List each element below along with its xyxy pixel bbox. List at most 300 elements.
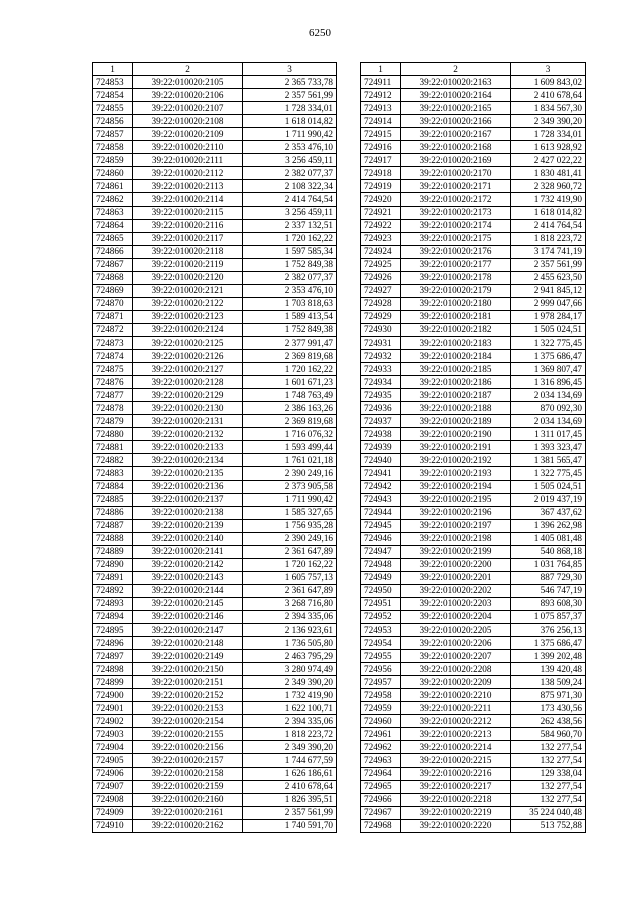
cadastral-number-cell: 39:22:010020:2204 <box>401 610 511 623</box>
value-cell: 1 720 162,22 <box>243 232 337 245</box>
value-cell: 1 589 413,54 <box>243 310 337 323</box>
row-number-cell: 724918 <box>361 167 401 180</box>
row-number-cell: 724877 <box>93 389 133 402</box>
row-number-cell: 724889 <box>93 545 133 558</box>
table-row <box>361 128 586 141</box>
cadastral-number-cell: 39:22:010020:2120 <box>133 271 243 284</box>
value-cell: 584 960,70 <box>511 728 586 741</box>
table-row <box>93 637 337 650</box>
cadastral-number-cell: 39:22:010020:2212 <box>401 715 511 728</box>
header-row <box>93 63 337 76</box>
table-row <box>361 467 586 480</box>
cadastral-number-cell: 39:22:010020:2135 <box>133 467 243 480</box>
value-cell: 2 414 764,54 <box>243 193 337 206</box>
value-cell: 2 455 623,50 <box>511 271 586 284</box>
table-row <box>361 154 586 167</box>
row-number-cell: 724885 <box>93 493 133 506</box>
value-cell: 1 613 928,92 <box>511 141 586 154</box>
value-cell: 2 390 249,16 <box>243 532 337 545</box>
value-cell: 2 357 561,99 <box>511 258 586 271</box>
cadastral-number-cell: 39:22:010020:2171 <box>401 180 511 193</box>
row-number-cell: 724908 <box>93 793 133 806</box>
table-row <box>361 637 586 650</box>
table-row <box>93 767 337 780</box>
cadastral-number-cell: 39:22:010020:2163 <box>401 76 511 89</box>
table-row <box>93 493 337 506</box>
cadastral-number-cell: 39:22:010020:2215 <box>401 754 511 767</box>
row-number-cell: 724880 <box>93 428 133 441</box>
table-row <box>93 102 337 115</box>
value-cell: 1 720 162,22 <box>243 363 337 376</box>
table-row <box>93 754 337 767</box>
table-row <box>361 506 586 519</box>
table-row <box>361 441 586 454</box>
row-number-cell: 724866 <box>93 245 133 258</box>
cadastral-number-cell: 39:22:010020:2214 <box>401 741 511 754</box>
row-number-cell: 724853 <box>93 76 133 89</box>
table-row <box>93 154 337 167</box>
cadastral-number-cell: 39:22:010020:2148 <box>133 637 243 650</box>
row-number-cell: 724953 <box>361 624 401 637</box>
table-row <box>361 480 586 493</box>
cadastral-number-cell: 39:22:010020:2154 <box>133 715 243 728</box>
row-number-cell: 724874 <box>93 350 133 363</box>
cadastral-number-cell: 39:22:010020:2159 <box>133 780 243 793</box>
cadastral-number-cell: 39:22:010020:2194 <box>401 480 511 493</box>
cadastral-number-cell: 39:22:010020:2217 <box>401 780 511 793</box>
table-row <box>361 193 586 206</box>
row-number-cell: 724860 <box>93 167 133 180</box>
table-row <box>361 689 586 702</box>
value-cell: 3 174 741,19 <box>511 245 586 258</box>
value-cell: 2 369 819,68 <box>243 415 337 428</box>
row-number-cell: 724909 <box>93 806 133 819</box>
column-header-cadastral-number: 2 <box>133 63 243 76</box>
table-row <box>361 650 586 663</box>
row-number-cell: 724882 <box>93 454 133 467</box>
value-cell: 2 337 132,51 <box>243 219 337 232</box>
cadastral-number-cell: 39:22:010020:2106 <box>133 89 243 102</box>
row-number-cell: 724861 <box>93 180 133 193</box>
cadastral-number-cell: 39:22:010020:2199 <box>401 545 511 558</box>
row-number-cell: 724949 <box>361 571 401 584</box>
cadastral-number-cell: 39:22:010020:2119 <box>133 258 243 271</box>
cadastral-number-cell: 39:22:010020:2219 <box>401 806 511 819</box>
cadastral-number-cell: 39:22:010020:2110 <box>133 141 243 154</box>
value-cell: 1 375 686,47 <box>511 350 586 363</box>
value-cell: 875 971,30 <box>511 689 586 702</box>
row-number-cell: 724857 <box>93 128 133 141</box>
cadastral-number-cell: 39:22:010020:2140 <box>133 532 243 545</box>
table-row <box>361 206 586 219</box>
cadastral-number-cell: 39:22:010020:2134 <box>133 454 243 467</box>
cadastral-number-cell: 39:22:010020:2181 <box>401 310 511 323</box>
value-cell: 1 405 081,48 <box>511 532 586 545</box>
cadastral-number-cell: 39:22:010020:2138 <box>133 506 243 519</box>
cadastral-number-cell: 39:22:010020:2198 <box>401 532 511 545</box>
cadastral-number-cell: 39:22:010020:2192 <box>401 454 511 467</box>
cadastral-number-cell: 39:22:010020:2172 <box>401 193 511 206</box>
row-number-cell: 724907 <box>93 780 133 793</box>
value-cell: 2 386 163,26 <box>243 402 337 415</box>
value-cell: 1 618 014,82 <box>243 115 337 128</box>
cadastral-number-cell: 39:22:010020:2131 <box>133 415 243 428</box>
value-cell: 2 108 322,34 <box>243 180 337 193</box>
row-number-cell: 724924 <box>361 245 401 258</box>
table-row <box>93 532 337 545</box>
value-cell: 2 034 134,69 <box>511 389 586 402</box>
value-cell: 546 747,19 <box>511 584 586 597</box>
row-number-cell: 724939 <box>361 441 401 454</box>
row-number-cell: 724965 <box>361 780 401 793</box>
row-number-cell: 724894 <box>93 610 133 623</box>
row-number-cell: 724954 <box>361 637 401 650</box>
table-row <box>93 441 337 454</box>
cadastral-number-cell: 39:22:010020:2164 <box>401 89 511 102</box>
value-cell: 1 756 935,28 <box>243 519 337 532</box>
table-row <box>361 363 586 376</box>
row-number-cell: 724933 <box>361 363 401 376</box>
table-row <box>93 610 337 623</box>
cadastral-number-cell: 39:22:010020:2178 <box>401 271 511 284</box>
cadastral-number-cell: 39:22:010020:2205 <box>401 624 511 637</box>
table-row <box>361 271 586 284</box>
row-number-cell: 724936 <box>361 402 401 415</box>
cadastral-number-cell: 39:22:010020:2128 <box>133 376 243 389</box>
value-cell: 1 744 677,59 <box>243 754 337 767</box>
column-header-number: 1 <box>93 63 133 76</box>
value-cell: 1 752 849,38 <box>243 258 337 271</box>
value-cell: 35 224 040,48 <box>511 806 586 819</box>
cadastral-number-cell: 39:22:010020:2170 <box>401 167 511 180</box>
value-cell: 1 732 419,90 <box>511 193 586 206</box>
row-number-cell: 724878 <box>93 402 133 415</box>
table-row <box>361 545 586 558</box>
row-number-cell: 724913 <box>361 102 401 115</box>
table-row <box>93 363 337 376</box>
value-cell: 1 075 857,37 <box>511 610 586 623</box>
cadastral-number-cell: 39:22:010020:2150 <box>133 663 243 676</box>
row-number-cell: 724892 <box>93 584 133 597</box>
row-number-cell: 724883 <box>93 467 133 480</box>
row-number-cell: 724901 <box>93 702 133 715</box>
row-number-cell: 724961 <box>361 728 401 741</box>
row-number-cell: 724856 <box>93 115 133 128</box>
row-number-cell: 724956 <box>361 663 401 676</box>
table-row <box>361 493 586 506</box>
table-row <box>93 402 337 415</box>
cadastral-number-cell: 39:22:010020:2115 <box>133 206 243 219</box>
value-cell: 1 393 323,47 <box>511 441 586 454</box>
value-cell: 1 609 843,02 <box>511 76 586 89</box>
cadastral-number-cell: 39:22:010020:2165 <box>401 102 511 115</box>
row-number-cell: 724929 <box>361 310 401 323</box>
value-cell: 2 941 845,12 <box>511 284 586 297</box>
value-cell: 2 136 923,61 <box>243 624 337 637</box>
value-cell: 2 361 647,89 <box>243 584 337 597</box>
value-cell: 1 601 671,23 <box>243 376 337 389</box>
row-number-cell: 724925 <box>361 258 401 271</box>
table-row <box>361 663 586 676</box>
table-row <box>361 141 586 154</box>
value-cell: 173 430,56 <box>511 702 586 715</box>
value-cell: 1 618 014,82 <box>511 206 586 219</box>
register-table-right <box>360 62 586 833</box>
row-number-cell: 724937 <box>361 415 401 428</box>
table-row <box>93 480 337 493</box>
row-number-cell: 724928 <box>361 297 401 310</box>
value-cell: 3 280 974,49 <box>243 663 337 676</box>
row-number-cell: 724888 <box>93 532 133 545</box>
value-cell: 129 338,04 <box>511 767 586 780</box>
value-cell: 1 826 395,51 <box>243 793 337 806</box>
table-row <box>93 193 337 206</box>
row-number-cell: 724869 <box>93 284 133 297</box>
value-cell: 1 818 223,72 <box>511 232 586 245</box>
row-number-cell: 724967 <box>361 806 401 819</box>
row-number-cell: 724862 <box>93 193 133 206</box>
cadastral-number-cell: 39:22:010020:2149 <box>133 650 243 663</box>
value-cell: 2 390 249,16 <box>243 467 337 480</box>
row-number-cell: 724873 <box>93 336 133 349</box>
row-number-cell: 724919 <box>361 180 401 193</box>
table-row <box>93 663 337 676</box>
value-cell: 262 438,56 <box>511 715 586 728</box>
row-number-cell: 724872 <box>93 323 133 336</box>
value-cell: 2 427 022,22 <box>511 154 586 167</box>
row-number-cell: 724871 <box>93 310 133 323</box>
value-cell: 1 711 990,42 <box>243 493 337 506</box>
row-number-cell: 724940 <box>361 454 401 467</box>
table-row <box>361 558 586 571</box>
table-row <box>93 323 337 336</box>
cadastral-number-cell: 39:22:010020:2188 <box>401 402 511 415</box>
value-cell: 1 322 775,45 <box>511 467 586 480</box>
table-row <box>93 819 337 832</box>
table-row <box>93 350 337 363</box>
table-row <box>93 389 337 402</box>
table-row <box>93 702 337 715</box>
cadastral-number-cell: 39:22:010020:2130 <box>133 402 243 415</box>
row-number-cell: 724963 <box>361 754 401 767</box>
value-cell: 2 414 764,54 <box>511 219 586 232</box>
value-cell: 1 703 818,63 <box>243 297 337 310</box>
row-number-cell: 724920 <box>361 193 401 206</box>
cadastral-number-cell: 39:22:010020:2209 <box>401 676 511 689</box>
cadastral-number-cell: 39:22:010020:2113 <box>133 180 243 193</box>
table-row <box>93 76 337 89</box>
row-number-cell: 724903 <box>93 728 133 741</box>
value-cell: 2 463 795,29 <box>243 650 337 663</box>
table-row <box>361 389 586 402</box>
value-cell: 2 019 437,19 <box>511 493 586 506</box>
table-row <box>93 206 337 219</box>
cadastral-number-cell: 39:22:010020:2203 <box>401 597 511 610</box>
table-row <box>361 728 586 741</box>
value-cell: 1 978 284,17 <box>511 310 586 323</box>
value-cell: 132 277,54 <box>511 780 586 793</box>
value-cell: 132 277,54 <box>511 793 586 806</box>
table-row <box>361 715 586 728</box>
row-number-cell: 724955 <box>361 650 401 663</box>
column-header-value: 3 <box>243 63 337 76</box>
row-number-cell: 724890 <box>93 558 133 571</box>
value-cell: 2 377 991,47 <box>243 336 337 349</box>
table-row <box>93 89 337 102</box>
row-number-cell: 724875 <box>93 363 133 376</box>
table-row <box>361 532 586 545</box>
cadastral-number-cell: 39:22:010020:2186 <box>401 376 511 389</box>
row-number-cell: 724946 <box>361 532 401 545</box>
row-number-cell: 724952 <box>361 610 401 623</box>
row-number-cell: 724914 <box>361 115 401 128</box>
value-cell: 893 608,30 <box>511 597 586 610</box>
value-cell: 1 505 024,51 <box>511 323 586 336</box>
cadastral-number-cell: 39:22:010020:2193 <box>401 467 511 480</box>
cadastral-number-cell: 39:22:010020:2112 <box>133 167 243 180</box>
cadastral-number-cell: 39:22:010020:2114 <box>133 193 243 206</box>
row-number-cell: 724942 <box>361 480 401 493</box>
cadastral-number-cell: 39:22:010020:2183 <box>401 336 511 349</box>
table-row <box>93 650 337 663</box>
table-row <box>93 741 337 754</box>
value-cell: 1 505 024,51 <box>511 480 586 493</box>
row-number-cell: 724943 <box>361 493 401 506</box>
cadastral-number-cell: 39:22:010020:2207 <box>401 650 511 663</box>
page-number: 6250 <box>309 27 331 39</box>
cadastral-number-cell: 39:22:010020:2157 <box>133 754 243 767</box>
table-row <box>361 610 586 623</box>
table-row <box>361 428 586 441</box>
cadastral-number-cell: 39:22:010020:2211 <box>401 702 511 715</box>
table-row <box>361 219 586 232</box>
row-number-cell: 724934 <box>361 376 401 389</box>
table-row <box>361 102 586 115</box>
row-number-cell: 724895 <box>93 624 133 637</box>
table-row <box>361 323 586 336</box>
cadastral-number-cell: 39:22:010020:2122 <box>133 297 243 310</box>
row-number-cell: 724966 <box>361 793 401 806</box>
value-cell: 1 593 499,44 <box>243 441 337 454</box>
cadastral-number-cell: 39:22:010020:2116 <box>133 219 243 232</box>
cadastral-number-cell: 39:22:010020:2109 <box>133 128 243 141</box>
row-number-cell: 724864 <box>93 219 133 232</box>
cadastral-number-cell: 39:22:010020:2195 <box>401 493 511 506</box>
row-number-cell: 724944 <box>361 506 401 519</box>
table-row <box>361 89 586 102</box>
value-cell: 1 728 334,01 <box>511 128 586 141</box>
table-row <box>361 519 586 532</box>
value-cell: 2 394 335,06 <box>243 715 337 728</box>
table-row <box>93 558 337 571</box>
cadastral-number-cell: 39:22:010020:2166 <box>401 115 511 128</box>
cadastral-number-cell: 39:22:010020:2126 <box>133 350 243 363</box>
table-row <box>93 284 337 297</box>
value-cell: 1 322 775,45 <box>511 336 586 349</box>
row-number-cell: 724958 <box>361 689 401 702</box>
table-row <box>93 336 337 349</box>
table-row <box>93 545 337 558</box>
value-cell: 2 328 960,72 <box>511 180 586 193</box>
cadastral-number-cell: 39:22:010020:2144 <box>133 584 243 597</box>
cadastral-number-cell: 39:22:010020:2111 <box>133 154 243 167</box>
row-number-cell: 724915 <box>361 128 401 141</box>
value-cell: 1 605 757,13 <box>243 571 337 584</box>
cadastral-number-cell: 39:22:010020:2145 <box>133 597 243 610</box>
cadastral-number-cell: 39:22:010020:2177 <box>401 258 511 271</box>
cadastral-number-cell: 39:22:010020:2206 <box>401 637 511 650</box>
value-cell: 2 410 678,64 <box>243 780 337 793</box>
cadastral-number-cell: 39:22:010020:2118 <box>133 245 243 258</box>
row-number-cell: 724899 <box>93 676 133 689</box>
row-number-cell: 724930 <box>361 323 401 336</box>
table-row <box>93 310 337 323</box>
value-cell: 1 728 334,01 <box>243 102 337 115</box>
table-row <box>361 167 586 180</box>
cadastral-number-cell: 39:22:010020:2117 <box>133 232 243 245</box>
value-cell: 1 830 481,41 <box>511 167 586 180</box>
value-cell: 1 732 419,90 <box>243 689 337 702</box>
value-cell: 1 752 849,38 <box>243 323 337 336</box>
table-row <box>361 676 586 689</box>
cadastral-number-cell: 39:22:010020:2125 <box>133 336 243 349</box>
cadastral-number-cell: 39:22:010020:2147 <box>133 624 243 637</box>
cadastral-number-cell: 39:22:010020:2173 <box>401 206 511 219</box>
row-number-cell: 724948 <box>361 558 401 571</box>
cadastral-number-cell: 39:22:010020:2176 <box>401 245 511 258</box>
row-number-cell: 724964 <box>361 767 401 780</box>
table-row <box>93 519 337 532</box>
row-number-cell: 724884 <box>93 480 133 493</box>
cadastral-number-cell: 39:22:010020:2185 <box>401 363 511 376</box>
table-row <box>93 167 337 180</box>
table-row <box>361 584 586 597</box>
cadastral-number-cell: 39:22:010020:2127 <box>133 363 243 376</box>
value-cell: 2 349 390,20 <box>511 115 586 128</box>
table-row <box>93 780 337 793</box>
header-row <box>361 63 586 76</box>
cadastral-number-cell: 39:22:010020:2180 <box>401 297 511 310</box>
table-row <box>361 454 586 467</box>
cadastral-number-cell: 39:22:010020:2208 <box>401 663 511 676</box>
value-cell: 1 818 223,72 <box>243 728 337 741</box>
row-number-cell: 724881 <box>93 441 133 454</box>
value-cell: 1 711 990,42 <box>243 128 337 141</box>
table-row <box>361 336 586 349</box>
cadastral-number-cell: 39:22:010020:2174 <box>401 219 511 232</box>
table-row <box>361 624 586 637</box>
row-number-cell: 724902 <box>93 715 133 728</box>
value-cell: 2 034 134,69 <box>511 415 586 428</box>
table-row <box>93 297 337 310</box>
cadastral-number-cell: 39:22:010020:2197 <box>401 519 511 532</box>
table-row <box>361 350 586 363</box>
cadastral-number-cell: 39:22:010020:2210 <box>401 689 511 702</box>
value-cell: 1 622 100,71 <box>243 702 337 715</box>
table-row <box>361 754 586 767</box>
value-cell: 2 353 476,10 <box>243 141 337 154</box>
cadastral-number-cell: 39:22:010020:2133 <box>133 441 243 454</box>
row-number-cell: 724916 <box>361 141 401 154</box>
table-row <box>361 702 586 715</box>
table-row <box>93 258 337 271</box>
row-number-cell: 724932 <box>361 350 401 363</box>
value-cell: 2 357 561,99 <box>243 89 337 102</box>
value-cell: 367 437,62 <box>511 506 586 519</box>
table-row <box>93 376 337 389</box>
row-number-cell: 724905 <box>93 754 133 767</box>
cadastral-number-cell: 39:22:010020:2220 <box>401 819 511 832</box>
